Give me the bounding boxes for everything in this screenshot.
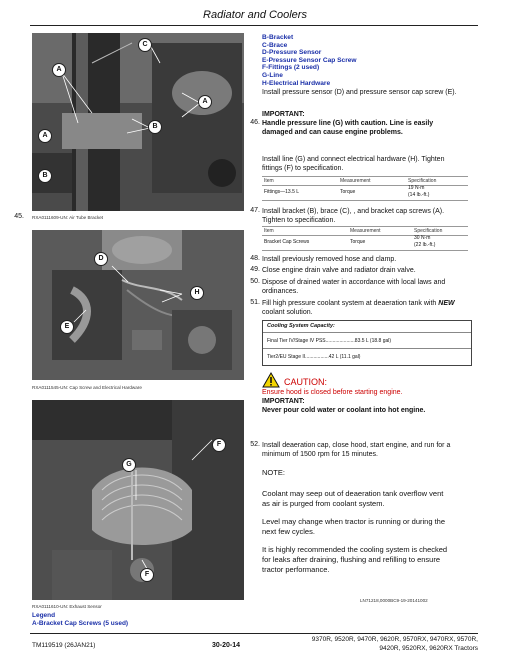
note-text: as air is purged from coolant system. <box>262 499 385 508</box>
legend-item: G-Line <box>262 71 283 79</box>
note-text: Level may change when tractor is running or during the <box>262 517 446 526</box>
note-text: for leaks after draining, flushing and refilling to ensure <box>262 555 441 564</box>
instruction-text: Install pressure sensor (D) and pressure sensor cap screw (E). <box>262 89 457 96</box>
step-text: Install previously removed hose and clamp. <box>262 256 397 263</box>
legend-title: Legend <box>32 612 56 619</box>
callout-f: F <box>140 568 154 582</box>
step-text: damaged and can cause engine problems. <box>262 129 403 136</box>
table-rule <box>262 200 468 201</box>
box-rule <box>263 348 471 349</box>
table-rule <box>262 250 468 251</box>
step-text: Install bracket (B), brace (C), , and bracket cap screws (A). <box>262 208 445 215</box>
step-text: fittings (F) to specification. <box>262 165 344 172</box>
box-rule <box>263 332 471 333</box>
callout-a: A <box>52 63 66 77</box>
callout-a: A <box>198 95 212 109</box>
table-header: Item <box>264 228 274 234</box>
step-number: 48. <box>250 255 260 262</box>
callout-h: H <box>190 286 204 300</box>
step-number: 45. <box>14 213 24 220</box>
step-text: coolant solution. <box>262 309 313 316</box>
cooling-capacity-box <box>262 320 472 366</box>
page-header-title: Radiator and Coolers <box>203 9 307 21</box>
callout-a: A <box>38 129 52 143</box>
table-cell: Fittings—13.5 L <box>264 189 300 195</box>
legend-item: C-Brace <box>262 41 288 49</box>
step-text: Handle pressure line (G) with caution. Line is easily <box>262 120 434 127</box>
callout-f: F <box>212 438 226 452</box>
caution-title: CAUTION: <box>284 377 328 387</box>
caution-text: Ensure hood is closed before starting engine. <box>262 389 403 396</box>
table-header: Item <box>264 178 274 184</box>
important-text: Never pour cold water or coolant into hot engine. <box>262 407 426 414</box>
step-text: ordinances. <box>262 288 299 295</box>
table-cell: Bracket Cap Screws <box>264 239 310 245</box>
callout-b: B <box>38 169 52 183</box>
document-reference: LN71218,0000BC9-19-20141002 <box>360 598 428 603</box>
table-cell: Torque <box>350 239 366 245</box>
callout-b: B <box>148 120 162 134</box>
step-text <box>262 299 455 308</box>
note-text: Coolant may seep out of deaeration tank overflow vent <box>262 489 444 498</box>
table-header: Measurement <box>350 228 381 234</box>
step-text: Install line (G) and connect electrical hardware (H). Tighten <box>262 156 445 163</box>
figure-exhaust-sensor <box>32 400 244 600</box>
table-cell: (14 lb.-ft.) <box>408 192 430 198</box>
step-text: Dispose of drained water in accordance with local laws and <box>262 279 446 286</box>
step-text: Install deaeration cap, close hood, start engine, and run for a <box>262 442 451 449</box>
table-header: Specification <box>408 178 437 184</box>
box-row: Tier2/EU Stage II.................42 L (11.1 gal) <box>267 354 361 360</box>
note-text: next few cycles. <box>262 527 315 536</box>
step-number: 51. <box>250 299 260 306</box>
step-text: Tighten to specification. <box>262 217 336 224</box>
figure-caption: RXA0111609-UN: Air Tube Bracket <box>32 215 104 220</box>
important-label: IMPORTANT: <box>262 111 305 118</box>
table-rule <box>262 235 468 236</box>
footer-models: 9370R, 9520R, 9470R, 9620R, 9570RX, 9470RX, 9570R, <box>311 636 478 643</box>
note-text: tractor performance. <box>262 565 330 574</box>
callout-g: G <box>122 458 136 472</box>
step-text: minimum of 1500 rpm for 15 minutes. <box>262 451 378 458</box>
header-rule <box>30 25 478 26</box>
box-row: Final Tier IV/Stage IV PSS.....................83.5 L (18.8 gal) <box>267 338 392 344</box>
table-cell: 19 N·m <box>408 185 425 191</box>
note-label: NOTE: <box>262 468 285 477</box>
figure-caption: RXA0111610-UN: Exhaust Sensor <box>32 604 102 609</box>
table-cell: Torque <box>340 189 356 195</box>
legend-item: F-Fittings (2 used) <box>262 64 320 72</box>
callout-c: C <box>138 38 152 52</box>
important-label: IMPORTANT: <box>262 398 305 405</box>
figure-air-tube-bracket <box>32 33 244 211</box>
table-cell: 30 N·m <box>414 235 431 241</box>
note-text: It is highly recommended the cooling system is checked <box>262 545 448 554</box>
table-rule <box>262 226 468 227</box>
table-cell: (22 lb.-ft.) <box>414 242 436 248</box>
figure-caption: RXA0111545-UN: Cap Screw and Electrical Hardware <box>32 385 142 390</box>
figure-legend <box>262 34 357 87</box>
callout-e: E <box>60 320 74 334</box>
step-number: 52. <box>250 441 260 448</box>
step-text-part: Fill high pressure coolant system at deaeration tank with <box>262 300 439 307</box>
step-number: 50. <box>250 278 260 285</box>
step-text-emphasis: NEW <box>438 300 455 307</box>
step-number: 49. <box>250 266 260 273</box>
legend-item: E-Pressure Sensor Cap Screw <box>262 56 357 64</box>
table-header: Specification <box>414 228 443 234</box>
footer-page-number: 30-20-14 <box>212 642 241 649</box>
legend-item: A-Bracket Cap Screws (5 used) <box>32 620 129 627</box>
box-title: Cooling System Capacity: <box>267 323 335 329</box>
table-rule <box>262 185 468 186</box>
callout-d: D <box>94 252 108 266</box>
caution-icon <box>262 372 280 388</box>
table-header: Measurement <box>340 178 371 184</box>
footer-models: 9420R, 9520RX, 9620RX Tractors <box>379 645 478 652</box>
legend-item: D-Pressure Sensor <box>262 49 322 57</box>
figure-cap-screw-electrical <box>32 230 244 380</box>
legend-item: H-Electrical Hardware <box>262 79 331 87</box>
footer-manual-id: TM119519 (26JAN21) <box>32 642 96 649</box>
step-text: Close engine drain valve and radiator drain valve. <box>262 267 416 274</box>
footer-rule <box>30 633 478 634</box>
legend-item: B-Bracket <box>262 34 294 41</box>
table-rule <box>262 176 468 177</box>
step-number: 47. <box>250 207 260 214</box>
step-number: 46. <box>250 119 260 126</box>
